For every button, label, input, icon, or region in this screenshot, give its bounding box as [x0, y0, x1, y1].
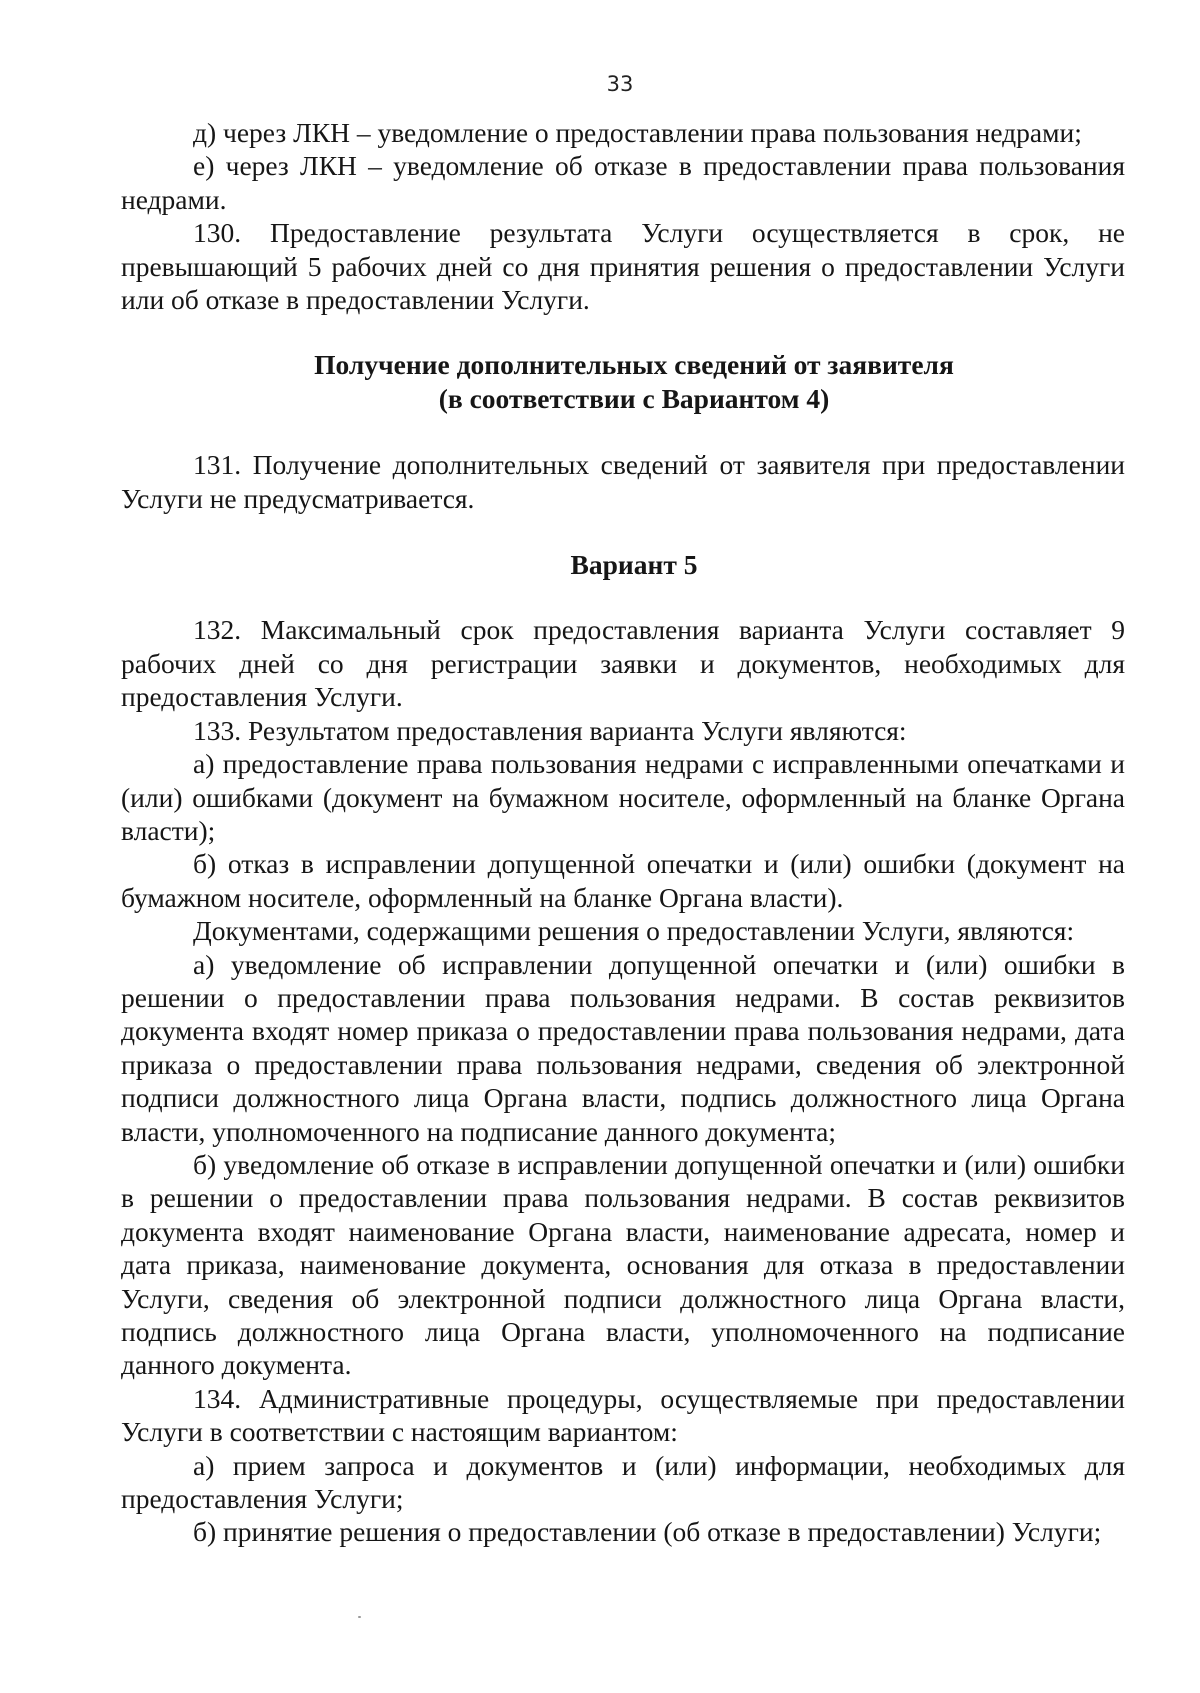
paragraph-134-item-a: а) прием запроса и документов и (или) информации, необходимых для предоставления Услуги; [121, 1449, 1125, 1515]
section-heading-line-2: (в соответствии с Вариантом 4) [438, 382, 830, 414]
paragraph-132: 132. Максимальный срок предоставления варианта Услуги составляет 9 рабочих дней со дня регистрации заявки и документов, необходимых для предоставления Услуги. [121, 614, 1125, 713]
paragraph-documents-item-a: а) уведомление об исправлении допущенной опечатки и (или) ошибки в решении о предоставлении права пользования недрами. В состав реквизитов документа входят номер приказа о предоставлении права пользования недрами, дата приказа о предоставлении права пользования недрами, сведения об электронной подписи должностного лица Органа власти, подпись должностного лица Органа власти, уполномоченного на подписание данного документа; [121, 948, 1125, 1147]
paragraph-133-item-b: б) отказ в исправлении допущенной опечатки и (или) ошибки (документ на бумажном носителе, оформленный на бланке Органа власти). [121, 848, 1125, 913]
paragraph-133: 133. Результатом предоставления варианта Услуги являются: [193, 714, 907, 746]
spacer [121, 581, 1125, 613]
paragraph-item-e: е) через ЛКН – уведомление об отказе в предоставлении права пользования недрами. [121, 150, 1125, 215]
paragraph-documents-intro: Документами, содержащими решения о предоставлении Услуги, являются: [193, 915, 1075, 947]
paragraph-134-item-b: б) принятие решения о предоставлении (об отказе в предоставлении) Услуги; [193, 1516, 1102, 1548]
paragraph-130: 130. Предоставление результата Услуги осуществляется в срок, не превышающий 5 рабочих дней со дня принятия решения о предоставлении Услуги или об отказе в предоставлении Услуги. [121, 217, 1125, 316]
scan-speck [358, 1616, 361, 1618]
spacer [121, 415, 1125, 448]
spacer [121, 515, 1125, 548]
paragraph-item-d: д) через ЛКН – уведомление о предоставлении права пользования недрами; [193, 117, 1082, 148]
variant-heading: Вариант 5 [570, 549, 698, 581]
spacer [121, 316, 1125, 348]
paragraph-documents-item-b: б) уведомление об отказе в исправлении допущенной опечатки и (или) ошибки в решении о предоставлении права пользования недрами. В состав реквизитов документа входят наименование Органа власти, наименование адресата, номер и дата приказа, наименование документа, основания для отказа в предоставлении Услуги, сведения об электронной подписи должностного лица Органа власти, подпись должностного лица Органа власти, уполномоченного на подписание данного документа. [121, 1148, 1125, 1381]
paragraph-133-item-a: а) предоставление права пользования недрами с исправленными опечатками и (или) ошибками (документ на бумажном носителе, оформленный на бланке Органа власти); [121, 748, 1125, 846]
paragraph-131: 131. Получение дополнительных сведений от заявителя при предоставлении Услуги не предусматривается. [121, 449, 1125, 514]
page-number: 33 [606, 72, 634, 96]
paragraph-134: 134. Административные процедуры, осуществляемые при предоставлении Услуги в соответствии с настоящим вариантом: [121, 1382, 1125, 1448]
page-content [121, 116, 1125, 1549]
section-heading-line-1: Получение дополнительных сведений от заявителя [314, 349, 954, 381]
